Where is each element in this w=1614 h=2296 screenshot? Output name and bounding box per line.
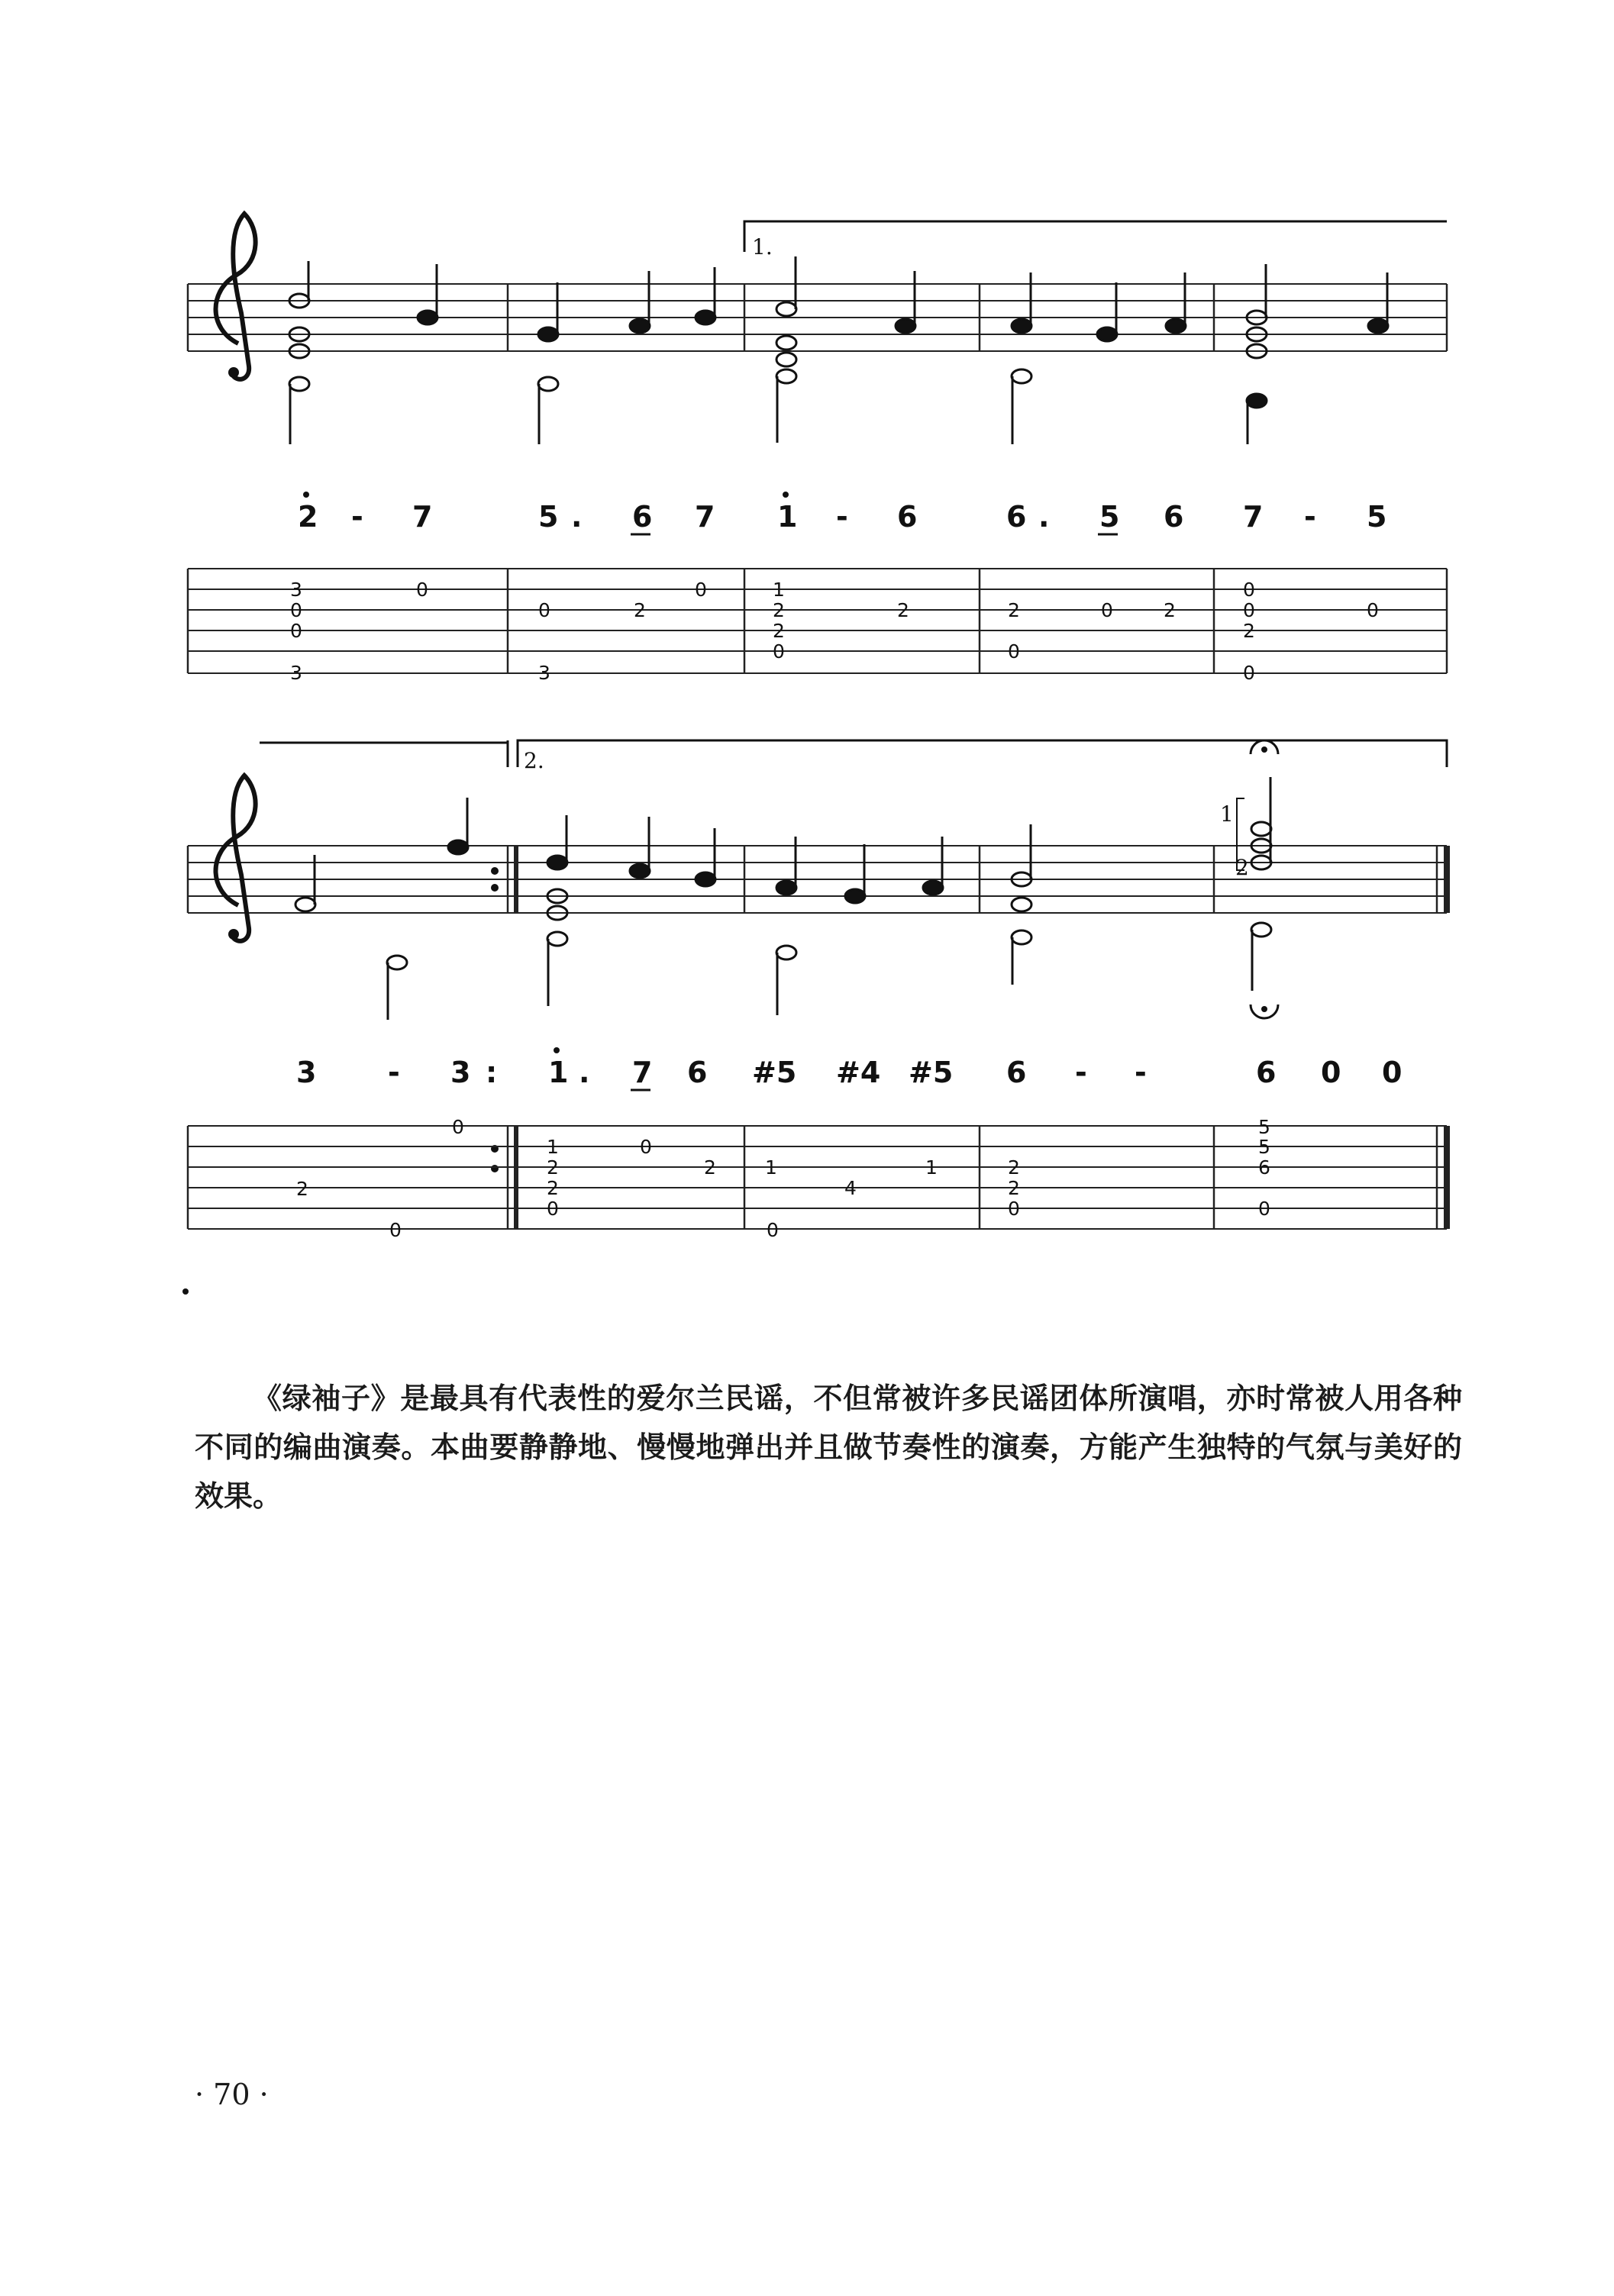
tab-fret: 4 bbox=[844, 1177, 857, 1199]
volta-1-bracket bbox=[744, 221, 1447, 252]
jianpu-note: - bbox=[388, 1056, 400, 1089]
octave-dot bbox=[303, 492, 309, 498]
octave-dot bbox=[554, 1047, 560, 1053]
tab-fret: 3 bbox=[290, 662, 302, 684]
jianpu-note: 7 bbox=[412, 500, 433, 534]
tab-fret: 0 bbox=[290, 599, 302, 621]
tab-fret: 6 bbox=[1258, 1156, 1270, 1179]
jianpu-note: - bbox=[1075, 1056, 1087, 1089]
jianpu-note: 6 bbox=[1256, 1056, 1277, 1089]
jianpu-note: 7 bbox=[695, 500, 715, 534]
fermata-dot bbox=[1261, 747, 1267, 753]
tab-fret: 1 bbox=[925, 1156, 938, 1179]
jianpu-note: . bbox=[571, 500, 583, 534]
description-block bbox=[195, 1374, 1462, 1520]
tab-fret: 2 bbox=[1008, 1156, 1020, 1179]
tab-fret: 2 bbox=[296, 1178, 308, 1200]
jianpu-note: #5 bbox=[752, 1056, 797, 1089]
jianpu-note: - bbox=[1135, 1056, 1147, 1089]
jianpu-note: - bbox=[1304, 500, 1316, 534]
fingering-2: 2 bbox=[1235, 855, 1249, 880]
tab-fret: 0 bbox=[1008, 640, 1020, 663]
jianpu-note: 5 bbox=[1367, 500, 1387, 534]
jianpu-note: . bbox=[579, 1056, 590, 1089]
system-2 bbox=[188, 740, 1447, 1241]
jianpu-note: - bbox=[836, 500, 848, 534]
tab-fret: 2 bbox=[704, 1156, 716, 1179]
jianpu-note: #4 bbox=[836, 1056, 881, 1089]
description-text: 《绿袖子》是最具有代表性的爱尔兰民谣，不但常被许多民谣团体所演唱，亦时常被人用各种不同的编曲演奏。本曲要静静地、慢慢地弹出并且做节奏性的演奏，方能产生独特的气氛与美好的效果。 bbox=[195, 1381, 1462, 1513]
tab-fret: 0 bbox=[773, 640, 785, 663]
jianpu-note: 1 bbox=[777, 500, 798, 534]
jianpu-note: - bbox=[351, 500, 363, 534]
tab-staff-1 bbox=[188, 569, 1447, 673]
volta-2-bracket bbox=[508, 740, 1447, 767]
tab-fret: 2 bbox=[773, 620, 785, 642]
treble-clef-icon bbox=[216, 214, 256, 379]
treble-clef-icon bbox=[216, 776, 256, 941]
tab-fret: 0 bbox=[1258, 1198, 1270, 1220]
volta-1-label: 1. bbox=[752, 234, 773, 260]
notes-2 bbox=[295, 777, 1271, 1020]
jianpu-note: 1 bbox=[548, 1056, 569, 1089]
tab-fret: 0 bbox=[416, 579, 428, 601]
tab-fret: 0 bbox=[1008, 1198, 1020, 1220]
tab-fret: 1 bbox=[547, 1136, 559, 1158]
tab-numbers-2 bbox=[296, 1116, 1270, 1241]
jianpu-repeat-mark: : bbox=[486, 1056, 498, 1089]
tab-fret: 2 bbox=[897, 599, 909, 621]
tab-fret: 0 bbox=[1367, 599, 1379, 621]
tab-fret: 0 bbox=[452, 1116, 464, 1138]
tab-fret: 2 bbox=[1008, 599, 1020, 621]
tab-fret: 0 bbox=[1243, 599, 1255, 621]
fingering-1: 1 bbox=[1220, 801, 1234, 827]
tab-fret: 0 bbox=[290, 620, 302, 642]
tab-fret: 3 bbox=[538, 662, 550, 684]
tab-fret: 3 bbox=[290, 579, 302, 601]
jianpu-note: . bbox=[1038, 500, 1050, 534]
page-number: · 70 · bbox=[195, 2078, 269, 2111]
stray-dot bbox=[182, 1288, 189, 1295]
tab-fret: 2 bbox=[1243, 620, 1255, 642]
tab-fret: 5 bbox=[1258, 1136, 1270, 1158]
tab-fret: 1 bbox=[765, 1156, 777, 1179]
tab-fret: 0 bbox=[1243, 662, 1255, 684]
tab-fret: 0 bbox=[1101, 599, 1113, 621]
jianpu-note: 6 bbox=[687, 1056, 708, 1089]
tab-fret: 0 bbox=[767, 1219, 779, 1241]
tab-fret: 0 bbox=[538, 599, 550, 621]
volta-2-label: 2. bbox=[524, 748, 544, 773]
jianpu-note: 6 bbox=[1006, 1056, 1027, 1089]
jianpu-note: 6 bbox=[632, 500, 653, 534]
jianpu-note: 3 bbox=[296, 1056, 317, 1089]
tab-fret: 2 bbox=[1164, 599, 1176, 621]
jianpu-note: 5 bbox=[538, 500, 559, 534]
jianpu-note: 0 bbox=[1321, 1056, 1341, 1089]
jianpu-note: 3 bbox=[450, 1056, 471, 1089]
jianpu-note: 5 bbox=[1099, 500, 1120, 534]
octave-dot bbox=[783, 492, 789, 498]
jianpu-note: 6 bbox=[1006, 500, 1027, 534]
jianpu-note: 6 bbox=[897, 500, 918, 534]
tab-fret: 1 bbox=[773, 579, 785, 601]
tab-fret: 0 bbox=[1243, 579, 1255, 601]
fermata-dot bbox=[1261, 1006, 1267, 1012]
tab-fret: 0 bbox=[695, 579, 707, 601]
jianpu-note: 7 bbox=[632, 1056, 653, 1089]
tab-fret: 0 bbox=[640, 1136, 652, 1158]
tab-fret: 2 bbox=[547, 1177, 559, 1199]
tab-fret: 0 bbox=[547, 1198, 559, 1220]
jianpu-note: 0 bbox=[1382, 1056, 1403, 1089]
jianpu-row-2 bbox=[296, 1047, 1402, 1090]
jianpu-note: 2 bbox=[298, 500, 318, 534]
system-1 bbox=[188, 214, 1447, 684]
barlines-1 bbox=[188, 284, 1447, 673]
tab-fret: 2 bbox=[773, 599, 785, 621]
tab-fret: 5 bbox=[1258, 1116, 1270, 1138]
tab-fret: 2 bbox=[547, 1156, 559, 1179]
jianpu-note: 6 bbox=[1164, 500, 1184, 534]
tab-fret: 2 bbox=[634, 599, 646, 621]
tab-fret: 2 bbox=[1008, 1177, 1020, 1199]
jianpu-row-1 bbox=[298, 492, 1386, 534]
tab-fret: 0 bbox=[389, 1219, 402, 1241]
jianpu-note: 7 bbox=[1243, 500, 1264, 534]
jianpu-note: #5 bbox=[909, 1056, 954, 1089]
